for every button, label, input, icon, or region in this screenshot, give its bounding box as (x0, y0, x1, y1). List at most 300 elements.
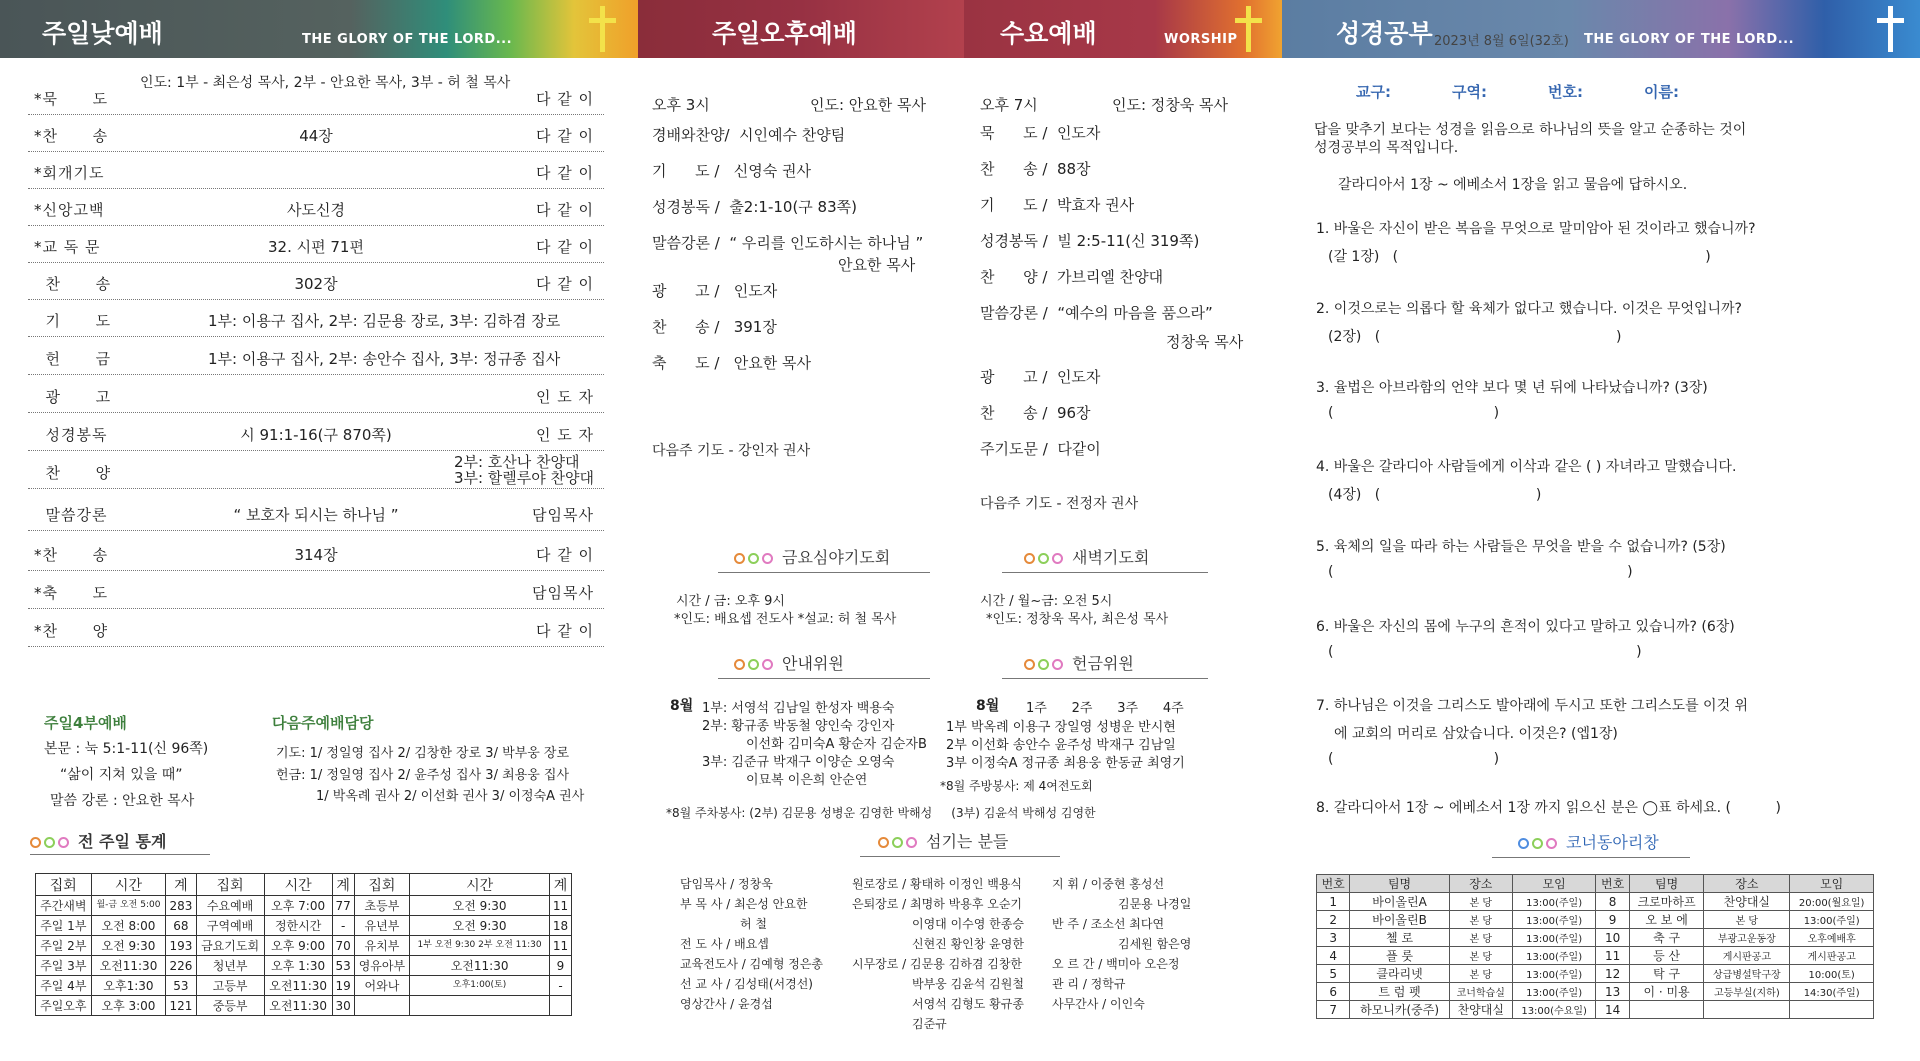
corner-cell: 8 (1596, 893, 1629, 911)
staff-line: 전 도 사 / 배요셉 (680, 937, 769, 951)
wednesday-preacher: 정창욱 목사 (1166, 333, 1244, 351)
stats-cell (410, 996, 550, 1016)
fourth-service-text: 본문 : 눅 5:1-11(신 96쪽) (44, 741, 209, 757)
answer-blank: ( ) (1328, 751, 1500, 767)
stats-cell: 주일 4부 (36, 976, 92, 996)
order-item-content: 시 91:1-16(구 870쪽) (240, 426, 392, 444)
next-week-title: 다음주예배담당 (272, 714, 374, 732)
stats-cell: 오전 9:30 (410, 896, 550, 916)
dots-icon (878, 833, 920, 852)
stats-cell: 유년부 (354, 916, 410, 936)
corner-cell: 7 (1317, 1001, 1350, 1019)
wednesday-order-item: 주기도문 / 다같이 (980, 440, 1101, 458)
stats-header-row (36, 874, 572, 896)
corner-cell: 13:00(주일) (1512, 983, 1596, 1001)
stats-cell: 주간새벽 (36, 896, 92, 916)
order-item-name: *묵 도 (34, 90, 109, 108)
staff-line: 신현진 황인창 윤영한 (912, 937, 1024, 951)
corner-cell: 4 (1317, 947, 1350, 965)
stats-cell: 11 (549, 896, 571, 916)
divider (30, 854, 210, 855)
corner-row (1317, 965, 1874, 983)
wednesday-header (964, 0, 1282, 58)
question-text: 4. 바울은 갈라디아 사람들에게 이삭과 같은 ( ) 자녀라고 말했습니다. (1316, 459, 1737, 475)
corner-cell: 축 구 (1629, 929, 1704, 947)
field-name: 이름: (1644, 83, 1679, 101)
sunday-worship-panel (0, 0, 638, 1061)
order-row (28, 78, 604, 115)
afternoon-order-item: 말씀강론 / “ 우리를 인도하시는 하나님 ” (652, 234, 924, 252)
afternoon-time: 오후 3시 (652, 96, 710, 114)
order-item-content: 302장 (294, 275, 338, 293)
order-row (28, 115, 604, 152)
stats-row (36, 896, 572, 916)
corner-cell: 11 (1596, 947, 1629, 965)
order-item-content: 314장 (294, 546, 338, 564)
stats-cell: 오전11:30 (91, 956, 166, 976)
offering-weeks-header: 1주 2주 3주 4주 (1026, 701, 1184, 716)
praise-team-2: 2부: 호산나 찬양대 (453, 453, 580, 471)
corner-cell: 오후예배후 (1790, 929, 1874, 947)
stats-row (36, 936, 572, 956)
stats-header-cell: 집회 (36, 874, 92, 896)
corner-cell: 게시판공고 (1704, 947, 1790, 965)
corner-cell: 10 (1596, 929, 1629, 947)
order-row (28, 300, 604, 337)
corner-header-cell: 팀명 (1350, 875, 1449, 893)
worship-english-text: WORSHIP (1164, 32, 1238, 47)
friday-people: *인도: 배요셉 전도사 *설교: 허 철 목사 (674, 612, 897, 627)
order-item-by: 다 같 이 (535, 127, 594, 145)
corner-cell: 13:00(주일) (1512, 947, 1596, 965)
corner-cell: 바이올린A (1350, 893, 1449, 911)
corner-cell: 바이올린B (1350, 911, 1449, 929)
order-item-content: 32. 시편 71편 (268, 238, 364, 256)
staff-line: 반 주 / 조소선 최다연 (1052, 917, 1165, 931)
guide-line: 이선화 김미숙A 황순자 김순자B (746, 737, 927, 752)
corner-cell: 본 당 (1449, 947, 1512, 965)
friday-time: 시간 / 금: 오후 9시 (676, 594, 785, 609)
panel-title: 주일낮예배 (42, 19, 163, 48)
staff-line: 교육전도사 / 김예형 정은총 (680, 957, 823, 971)
divider (860, 856, 1060, 857)
question-text: 6. 바울은 자신의 몸에 누구의 흔적이 있다고 말하고 있습니까? (6장) (1316, 619, 1735, 635)
stats-cell: 어와나 (354, 976, 410, 996)
corner-cell (1790, 1001, 1874, 1019)
staff-line: 담임목사 / 정창욱 (680, 877, 773, 891)
next-week-offering-2: 1/ 박옥례 권사 2/ 이선화 권사 3/ 이정숙A 권사 (316, 789, 585, 804)
stats-header-cell: 시간 (264, 874, 332, 896)
stats-cell: 금요기도회 (196, 936, 264, 956)
staff-line: 오 르 간 / 백미아 오은정 (1052, 957, 1180, 971)
answer-blank: ( ) (1328, 405, 1500, 421)
question-8: 8. 갈라디아서 1장 ~ 에베소서 1장 까지 읽으신 분은 ◯표 하세요. ( ) (1316, 800, 1781, 816)
order-item-name: 성경봉독 (34, 426, 108, 444)
praise-team-3: 3부: 할렐루야 찬양대 (453, 469, 594, 487)
intro-text: 답을 맞추기 보다는 성경을 읽음으로 하나님의 뜻을 알고 순종하는 것이 (1314, 122, 1747, 138)
order-row (28, 338, 604, 375)
dots-icon (1024, 655, 1066, 674)
stats-cell: 53 (166, 976, 196, 996)
corner-header-cell: 팀명 (1629, 875, 1704, 893)
afternoon-wednesday-panel (638, 0, 1282, 1061)
stats-cell: 193 (166, 936, 196, 956)
order-item-name: 기 도 (34, 312, 112, 330)
question-text: 5. 육체의 일을 따라 하는 사람들은 무엇을 받을 수 없습니까? (5장) (1316, 539, 1726, 555)
worship-leaders: 인도: 1부 - 최은성 목사, 2부 - 안요한 목사, 3부 - 허 철 목사 (140, 75, 511, 91)
corner-cell: 첼 로 (1350, 929, 1449, 947)
wednesday-leader: 인도: 정창욱 목사 (1112, 96, 1229, 114)
corner-cell: 트 럼 펫 (1350, 983, 1449, 1001)
corner-cell: 9 (1596, 911, 1629, 929)
kitchen-service: *8월 주방봉사: 제 4여전도회 (940, 779, 1093, 793)
stats-cell: 오전 9:30 (91, 936, 166, 956)
order-row (28, 263, 604, 300)
dawn-people: *인도: 정창욱 목사, 최은성 목사 (986, 612, 1169, 627)
corner-cell: 찬양대실 (1449, 1001, 1512, 1019)
afternoon-header (638, 0, 964, 58)
corner-cell: 본 당 (1449, 929, 1512, 947)
afternoon-order-item: 성경봉독 / 출2:1-10(구 83쪽) (652, 198, 857, 216)
stats-cell: 오전11:30 (264, 976, 332, 996)
order-item-by: 담임목사 (532, 584, 594, 602)
corner-cell: 코너학습실 (1449, 983, 1512, 1001)
afternoon-order-item: 경배와찬양/ 시인예수 찬양팀 (652, 126, 846, 144)
dots-icon (734, 655, 776, 674)
afternoon-order-item: 축 도 / 안요한 목사 (652, 354, 811, 372)
stats-cell: 1부 오전 9:30 2부 오전 11:30 (410, 936, 550, 956)
corner-row (1317, 1001, 1874, 1019)
order-item-content: 사도신경 (287, 201, 345, 219)
corner-cell: 13:00(주일) (1512, 911, 1596, 929)
wednesday-order-item: 말씀강론 / “예수의 마음을 품으라” (980, 304, 1213, 322)
stats-cell: 9 (549, 956, 571, 976)
guide-line: 3부: 김준규 박재구 이양순 오영숙 (702, 755, 895, 770)
order-item-name: *찬 송 (34, 546, 109, 564)
bible-study-header (1282, 0, 1920, 58)
stats-cell: 주일오후 (36, 996, 92, 1016)
corner-row (1317, 947, 1874, 965)
stats-cell: 고등부 (196, 976, 264, 996)
staff-line: 지 휘 / 이중현 홍성선 (1052, 877, 1165, 891)
stats-cell: 오전11:30 (410, 956, 550, 976)
order-item-content: 1부: 이용구 집사, 2부: 송안수 집사, 3부: 정규종 집사 (208, 350, 561, 368)
order-item-by: 인 도 자 (535, 388, 594, 406)
stats-cell: 주일 3부 (36, 956, 92, 976)
wednesday-order-item: 찬 송 / 96장 (980, 404, 1091, 422)
corner-cell: 20:00(월요일) (1790, 893, 1874, 911)
corner-cell: 6 (1317, 983, 1350, 1001)
bible-study-panel (1282, 0, 1920, 1061)
stats-row (36, 916, 572, 936)
wednesday-order-item: 기 도 / 박효자 권사 (980, 196, 1135, 214)
stats-row (36, 956, 572, 976)
corner-header-cell: 모임 (1512, 875, 1596, 893)
corner-cell: 부광고운동장 (1704, 929, 1790, 947)
question-text: 3. 율법은 아브라함의 언약 보다 몇 년 뒤에 나타났습니까? (3장) (1316, 380, 1708, 396)
stats-cell: - (332, 916, 354, 936)
divider (718, 572, 930, 573)
cross-icon (1232, 6, 1264, 52)
staff-line: 원로장로 / 황태하 이정인 백용식 (852, 877, 1022, 891)
corner-cell: 본 당 (1704, 911, 1790, 929)
order-row (28, 610, 604, 647)
dots-icon (1024, 549, 1066, 568)
guide-line: 1부: 서영석 김남일 한성자 백용숙 (702, 701, 895, 716)
field-district: 교구: (1356, 83, 1391, 101)
stats-header-cell: 집회 (354, 874, 410, 896)
corner-cell: 13:00(수요일) (1512, 1001, 1596, 1019)
corner-cell: 12 (1596, 965, 1629, 983)
offering-month: 8월 (976, 698, 1000, 714)
stats-cell: 오전11:30 (264, 996, 332, 1016)
staff-line: 허 철 (740, 917, 767, 931)
fourth-service-theme: “삶이 지쳐 있을 때” (60, 767, 183, 783)
dots-icon (30, 833, 72, 852)
friday-title: 금요심야기도회 (734, 545, 890, 568)
order-item-by: 담임목사 (532, 506, 594, 524)
corner-header-cell: 번호 (1317, 875, 1350, 893)
stats-cell: 초등부 (354, 896, 410, 916)
panel-title: 성경공부 (1336, 19, 1433, 48)
stats-cell: 오후1:30 (91, 976, 166, 996)
corner-cell (1629, 1001, 1704, 1019)
corner-cell: 14:30(주일) (1790, 983, 1874, 1001)
corner-cell: 고등부실(지하) (1704, 983, 1790, 1001)
corner-cell (1704, 1001, 1790, 1019)
fourth-service-title: 주일4부예배 (44, 714, 127, 732)
order-item-by: 인 도 자 (535, 426, 594, 444)
stats-cell (354, 996, 410, 1016)
corner-cell: 3 (1317, 929, 1350, 947)
wednesday-title: 수요예배 (1000, 19, 1097, 48)
sunday-worship-header (0, 0, 638, 58)
stats-cell: 226 (166, 956, 196, 976)
stats-cell: 오후1:00(토) (410, 976, 550, 996)
answer-blank: ( ) (1328, 564, 1633, 580)
cross-icon (1874, 6, 1906, 52)
stats-cell: 청년부 (196, 956, 264, 976)
staff-line: 서영석 김형도 황규종 (912, 997, 1024, 1011)
field-number: 번호: (1548, 83, 1583, 101)
question-text: 2. 이것으로는 의롭다 할 육체가 없다고 했습니다. 이것은 무엇입니까? (1316, 301, 1742, 317)
guide-month: 8월 (670, 698, 694, 714)
staff-line: 김문용 나경일 (1118, 897, 1192, 911)
corner-cell: 13 (1596, 983, 1629, 1001)
corner-header-cell: 번호 (1596, 875, 1629, 893)
offering-committee-title: 헌금위원 (1024, 651, 1134, 674)
afternoon-order-item: 찬 송 / 391장 (652, 318, 777, 336)
corner-club-table (1316, 874, 1874, 1019)
staff-line: 선 교 사 / 김성태(서경선) (680, 977, 813, 991)
divider (1002, 678, 1208, 679)
staff-line: 사무간사 / 이인숙 (1052, 997, 1145, 1011)
stats-cell: 영유아부 (354, 956, 410, 976)
stats-header-cell: 집회 (196, 874, 264, 896)
corner-cell: 찬양대실 (1704, 893, 1790, 911)
header-english-text: THE GLORY OF THE LORD... (1584, 32, 1795, 47)
field-area: 구역: (1452, 83, 1487, 101)
question-text: 1. 바울은 자신이 받은 복음을 무엇으로 말미암아 된 것이라고 했습니까? (1316, 221, 1756, 237)
corner-cell: 하모니카(중주) (1350, 1001, 1449, 1019)
corner-cell: 플 룻 (1350, 947, 1449, 965)
offering-line: 2부 이선화 송안수 윤주성 박재구 김남일 (946, 738, 1176, 753)
next-week-offering: 헌금: 1/ 정일영 집사 2/ 윤주성 집사 3/ 최용웅 집사 (276, 768, 570, 783)
stats-cell: 정한시간 (264, 916, 332, 936)
corner-cell: 10:00(토) (1790, 965, 1874, 983)
order-item-content: 1부: 이용구 집사, 2부: 김문용 장로, 3부: 김하겸 장로 (208, 312, 561, 330)
wednesday-order-item: 성경봉독 / 빌 2:5-11(신 319쪽) (980, 232, 1200, 250)
order-item-name: *교 독 문 (34, 238, 101, 256)
wednesday-next-prayer: 다음주 기도 - 전정자 권사 (980, 496, 1139, 512)
divider (1492, 857, 1690, 858)
stats-header-cell: 계 (332, 874, 354, 896)
order-item-content: “ 보호자 되시는 하나님 ” (233, 506, 399, 524)
corner-cell: 클라리넷 (1350, 965, 1449, 983)
header-english-text: THE GLORY OF THE LORD... (302, 32, 513, 47)
stats-cell: 121 (166, 996, 196, 1016)
order-row (28, 376, 604, 413)
guide-title: 안내위원 (734, 651, 844, 674)
corner-cell: 크로마하프 (1629, 893, 1704, 911)
staff-line: 김준규 (912, 1017, 947, 1031)
guide-line: 2부: 황규종 박동철 양인숙 강인자 (702, 719, 895, 734)
staff-line: 부 목 사 / 최은성 안요한 (680, 897, 808, 911)
order-item-by: 다 같 이 (535, 238, 594, 256)
corner-cell: 13:00(주일) (1512, 965, 1596, 983)
stats-row (36, 976, 572, 996)
order-item-by: 다 같 이 (535, 275, 594, 293)
order-item-by: 다 같 이 (535, 90, 594, 108)
corner-cell: 오 보 에 (1629, 911, 1704, 929)
afternoon-preacher: 안요한 목사 (838, 256, 916, 274)
stats-cell: 주일 1부 (36, 916, 92, 936)
order-row (28, 572, 604, 609)
afternoon-next-prayer: 다음주 기도 - 강인자 권사 (652, 443, 811, 459)
corner-cell: 14 (1596, 1001, 1629, 1019)
intro-text-2: 성경공부의 목적입니다. (1314, 140, 1459, 156)
guide-line: 이묘복 이은희 안순연 (746, 773, 868, 788)
stats-cell: 오전 9:30 (410, 916, 550, 936)
staff-line: 박부웅 김윤석 김원철 (912, 977, 1024, 991)
question-text: 7. 하나님은 이것을 그리스도 발아래에 두시고 또한 그리스도를 이것 위 (1316, 698, 1749, 714)
corner-cell: 게시판공고 (1790, 947, 1874, 965)
divider (718, 678, 930, 679)
stats-cell: 오후 3:00 (91, 996, 166, 1016)
wednesday-order-item: 묵 도 / 인도자 (980, 124, 1101, 142)
order-row (28, 534, 604, 571)
order-row (28, 414, 604, 451)
staff-line: 은퇴장로 / 최명하 박용후 오순기 (852, 897, 1022, 911)
order-row (28, 452, 604, 489)
corner-cell: 1 (1317, 893, 1350, 911)
parking-service: *8월 주차봉사: (2부) 김문용 성병운 김영한 박해성 (3부) 김윤석 박해성 김영한 (666, 806, 1096, 820)
corner-cell: 13:00(주일) (1512, 929, 1596, 947)
fourth-service-preacher: 말씀 강론 : 안요한 목사 (50, 793, 195, 809)
stats-cell: 월-금 오전 5:00 (91, 896, 166, 916)
divider (1002, 572, 1208, 573)
offering-line: 1부 박옥례 이용구 장일영 성병운 반시현 (946, 720, 1176, 735)
dawn-title: 새벽기도회 (1024, 545, 1149, 568)
order-item-by: 다 같 이 (535, 546, 594, 564)
order-item-name: 찬 양 (34, 464, 112, 482)
corner-row (1317, 893, 1874, 911)
corner-cell: 13:00(주일) (1790, 911, 1874, 929)
wednesday-time: 오후 7시 (980, 96, 1038, 114)
stats-cell: 11 (549, 936, 571, 956)
order-item-by: 다 같 이 (535, 201, 594, 219)
corner-cell: 상급병설탁구장 (1704, 965, 1790, 983)
stats-cell: 70 (332, 936, 354, 956)
stats-header-cell: 시간 (91, 874, 166, 896)
stats-cell: 오후 1:30 (264, 956, 332, 976)
afternoon-title: 주일오후예배 (712, 19, 857, 48)
praise-teams (454, 454, 594, 486)
staff-line: 영상간사 / 윤경섭 (680, 997, 773, 1011)
stats-cell: 77 (332, 896, 354, 916)
corner-row (1317, 929, 1874, 947)
corner-title: 코너동아리창 (1518, 830, 1659, 853)
stats-header-cell: 계 (549, 874, 571, 896)
corner-cell: 2 (1317, 911, 1350, 929)
stats-row (36, 996, 572, 1016)
stats-cell: 30 (332, 996, 354, 1016)
order-item-name: *신앙고백 (34, 201, 105, 219)
order-item-by: 다 같 이 (535, 164, 594, 182)
staff-line: 시무장로 / 김문용 김하겸 김창한 (852, 957, 1022, 971)
stats-cell: 68 (166, 916, 196, 936)
order-row (28, 152, 604, 189)
staff-line: 관 리 / 정학규 (1052, 977, 1126, 991)
stats-cell: 19 (332, 976, 354, 996)
order-row (28, 226, 604, 263)
staff-line: 이영대 이수영 한종승 (912, 917, 1024, 931)
order-item-name: *찬 양 (34, 622, 109, 640)
stats-cell: 오전 8:00 (91, 916, 166, 936)
stats-cell: 구역예배 (196, 916, 264, 936)
stats-header-cell: 시간 (410, 874, 550, 896)
order-item-content: 44장 (299, 127, 333, 145)
order-item-name: *찬 송 (34, 127, 109, 145)
next-week-prayer: 기도: 1/ 정일영 집사 2/ 김창한 장로 3/ 박부웅 장로 (276, 746, 570, 761)
dawn-time: 시간 / 월~금: 오전 5시 (980, 594, 1113, 609)
wednesday-order-item: 찬 양 / 가브리엘 찬양대 (980, 268, 1164, 286)
staff-column-3 (1052, 874, 1191, 1014)
corner-cell: 13:00(주일) (1512, 893, 1596, 911)
stats-cell (549, 996, 571, 1016)
stats-cell: 오후 7:00 (264, 896, 332, 916)
staff-column-2 (852, 874, 1024, 1034)
order-row (28, 494, 604, 531)
afternoon-order-item: 기 도 / 신영숙 권사 (652, 162, 811, 180)
corner-header-cell: 모임 (1790, 875, 1874, 893)
afternoon-leader: 인도: 안요한 목사 (810, 96, 927, 114)
stats-cell: 주일 2부 (36, 936, 92, 956)
corner-row (1317, 983, 1874, 1001)
stats-cell: 53 (332, 956, 354, 976)
dots-icon (734, 549, 776, 568)
stats-cell: 수요예배 (196, 896, 264, 916)
answer-blank: (4장) ( ) (1328, 487, 1542, 503)
staff-line: 김세원 함은영 (1118, 937, 1192, 951)
order-item-name: 헌 금 (34, 350, 112, 368)
corner-cell: 등 산 (1629, 947, 1704, 965)
dots-icon (1518, 834, 1560, 853)
order-item-name: 말씀강론 (34, 506, 108, 524)
answer-blank: (2장) ( ) (1328, 329, 1622, 345)
wednesday-order-item: 찬 송 / 88장 (980, 160, 1091, 178)
instruction: 갈라디아서 1장 ~ 에베소서 1장을 읽고 물음에 답하시오. (1338, 177, 1688, 193)
